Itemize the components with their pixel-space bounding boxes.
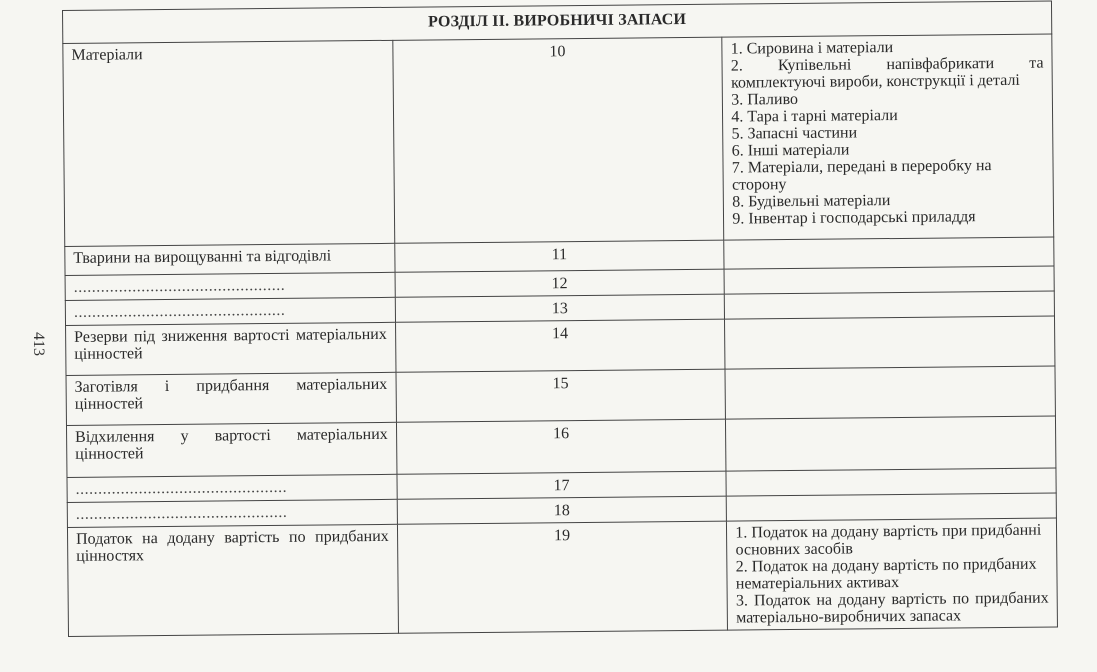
account-code: 19	[397, 521, 728, 633]
account-code: 11	[394, 240, 724, 272]
subaccounts-cell	[725, 366, 1055, 419]
account-code: 10	[392, 37, 724, 243]
subaccounts-cell	[725, 291, 1055, 319]
account-code: 16	[396, 419, 726, 474]
account-name: Матеріали	[63, 40, 395, 246]
table-row	[63, 34, 1054, 246]
account-name: Резерви під зниження вартості матеріальних цінностей	[66, 322, 396, 375]
subaccounts-cell	[726, 468, 1056, 496]
table-row	[66, 416, 1055, 477]
subaccounts-cell	[722, 34, 1054, 240]
subaccount-item: 4. Тара і тарні матеріали	[731, 106, 898, 126]
account-name-placeholder: ...............................................	[67, 474, 397, 502]
account-name-placeholder: ...............................................	[67, 499, 397, 527]
subaccount-item: 6. Інші матеріали	[731, 141, 850, 160]
subaccount-item: 8. Будівельні матеріали	[732, 192, 891, 211]
subaccounts-cell	[724, 237, 1054, 269]
subaccount-item: 2. Податок на додану вартість по придбаних нематеріальних активах	[735, 555, 1037, 593]
account-code: 15	[396, 369, 726, 422]
subaccount-item: 2. Купівельні напівфабрикати та комплектуючі вироби, конструкції і деталі	[730, 54, 1044, 92]
account-name: Заготівля і придбання матеріальних цінностей	[66, 372, 396, 425]
subaccount-item: 3. Податок на додану вартість по придбаних матеріально-виробничих запасах	[735, 589, 1049, 627]
subaccount-item: 1. Податок на додану вартість при придбанні основних засобів	[735, 521, 1042, 559]
document-sheet	[62, 0, 1058, 664]
accounts-table	[62, 0, 1058, 636]
subaccount-list	[735, 522, 1049, 627]
account-code: 12	[395, 269, 725, 297]
account-code: 17	[397, 471, 727, 499]
subaccount-item: 3. Паливо	[731, 90, 799, 109]
subaccount-item: 9. Інвентар і господарські приладдя	[732, 208, 976, 228]
account-name: Відхилення у вартості матеріальних цінностей	[66, 422, 396, 477]
page-number: 413	[30, 332, 47, 356]
account-name: Тварини на вирощуванні та відгодівлі	[65, 243, 395, 275]
account-name: Податок на додану вартість по придбаних цінностях	[67, 524, 398, 636]
account-name-placeholder: ...............................................	[65, 272, 395, 300]
subaccount-item: 7. Матеріали, передані в переробку на сторону	[731, 157, 992, 194]
table-row	[67, 518, 1057, 636]
subaccounts-cell	[725, 316, 1055, 369]
section-title: РОЗДІЛ II. ВИРОБНИЧІ ЗАПАСИ	[63, 1, 1052, 43]
account-code: 13	[395, 294, 725, 322]
subaccounts-cell	[727, 518, 1058, 630]
account-name-placeholder: ...............................................	[65, 297, 395, 325]
subaccounts-cell	[724, 266, 1054, 294]
subaccount-item: 5. Запасні частини	[731, 124, 858, 143]
subaccount-list	[731, 38, 1045, 228]
subaccounts-cell	[727, 493, 1057, 521]
account-code: 14	[395, 319, 725, 372]
subaccounts-cell	[726, 416, 1056, 471]
account-code: 18	[397, 496, 727, 524]
subaccount-item: 1. Сировина і матеріали	[730, 39, 894, 58]
